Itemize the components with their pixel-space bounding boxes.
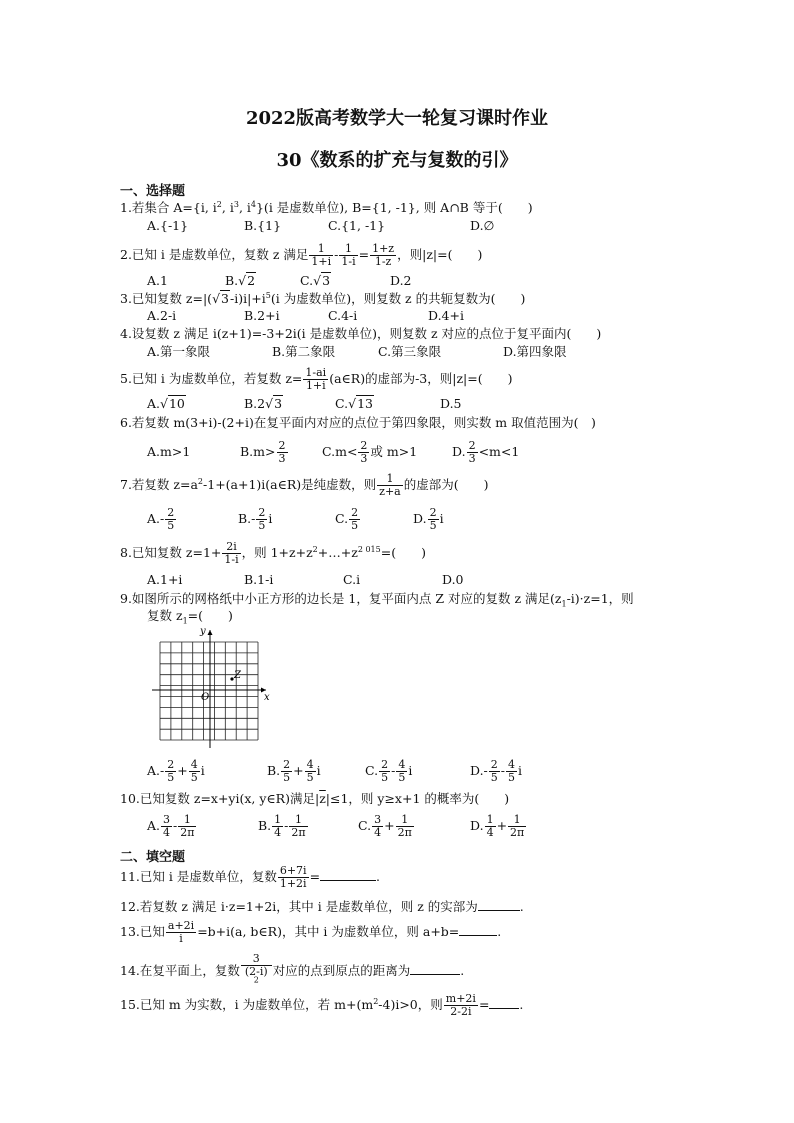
q5-option-b: B.2√3 bbox=[244, 396, 283, 411]
answer-blank-15[interactable] bbox=[489, 1008, 519, 1009]
question-1: 1.若集合 A={i, $i^2$, $i^3$, $i^4\}(i$ 是虚数单位), B={1, -1}, 则 A∩B 等于( ) bbox=[120, 199, 533, 215]
question-5: 5.已知 i 为虚数单位，若复数 z= $\frac{1-ai}{1+i}$ (a∈R)的虚部为-3，则|z|=( ) bbox=[120, 366, 513, 392]
q7-option-c: C. $\frac{2}{5}$ bbox=[335, 506, 359, 532]
answer-blank-12[interactable] bbox=[478, 910, 520, 911]
section-fill: 二、填空题 bbox=[120, 850, 186, 865]
q6-option-b: B.m> $\frac{2}{3}$ bbox=[240, 439, 286, 465]
question-9: 9.如图所示的网格纸中小正方形的边长是 1，复平面内点 Z 对应的复数 z 满足$(z_1-i)\cdot z=1$，则 bbox=[120, 591, 634, 609]
q7-option-d: D. $\frac{2}{5}$ i bbox=[413, 506, 444, 532]
q2-option-b: B.√2 bbox=[225, 273, 256, 288]
q4-option-b: B.第二象限 bbox=[272, 344, 336, 359]
doc-title-line1: 2022版高考数学大一轮复习课时作业 bbox=[245, 108, 549, 129]
question-9-cont: 复数 $z_1=$( ) bbox=[147, 608, 233, 626]
question-15: 15.已知 m 为实数，i 为虚数单位，若 $m+(m^2-4)i>0$，则 $\frac{m+2i}{2-2i}$ = . bbox=[120, 992, 524, 1018]
q8-option-b: B.1-i bbox=[244, 572, 274, 587]
q5-option-d: D.5 bbox=[440, 396, 462, 411]
q2-option-c: C.√3 bbox=[300, 273, 331, 288]
question-4: 4.设复数 z 满足 i(z+1)=-3+2i(i 是虚数单位)，则复数 z 对应的点位于复平面内( ) bbox=[120, 326, 602, 341]
question-10: 10.已知复数 z=x+yi(x, y∈R)满足$|\overline{z}|\le 1$，则 y≥x+1 的概率为( ) bbox=[120, 791, 510, 806]
q3-option-d: D.4+i bbox=[428, 308, 464, 323]
label-x: x bbox=[264, 692, 270, 703]
axes bbox=[152, 630, 266, 748]
question-8: 8.已知复数 z=1+ $\frac{2i}{1-i}$ ，则 $1+z+z^2+\dots+z^{2 015}=$( ) bbox=[120, 540, 426, 566]
label-point-z: Z bbox=[234, 670, 241, 681]
q1-option-a: A.{-1} bbox=[147, 218, 189, 233]
q2-option-a: A.1 bbox=[147, 273, 168, 288]
y-axis-arrow bbox=[208, 630, 213, 635]
q2-option-d: D.2 bbox=[390, 273, 412, 288]
q4-option-c: C.第三象限 bbox=[378, 344, 442, 359]
q4-option-d: D.第四象限 bbox=[503, 344, 567, 359]
question-12: 12.若复数 z 满足 i·z=1+2i，其中 i 是虚数单位，则 z 的实部为 . bbox=[120, 899, 524, 914]
q9-option-b: B. $\frac{2}{5}$ + $\frac{4}{5}$ i bbox=[267, 758, 321, 784]
q3-option-b: B.2+i bbox=[244, 308, 280, 323]
question-14: 14.在复平面上，复数 3 (2-i) $^2$ 对应的点到原点的距离为 . bbox=[120, 952, 465, 985]
question-6: 6.若复数 m(3+i)-(2+i)在复平面内对应的点位于第四象限，则实数 m 取值范围为( ) bbox=[120, 415, 596, 430]
q6-option-d: D. $\frac{2}{3}$ <m<1 bbox=[452, 439, 520, 465]
q8-option-c: C.i bbox=[343, 572, 361, 587]
q9-option-a: A.- $\frac{2}{5}$ + $\frac{4}{5}$ i bbox=[147, 758, 205, 784]
answer-blank-13[interactable] bbox=[459, 935, 497, 936]
q6-option-a: A.m>1 bbox=[147, 444, 191, 459]
doc-title-line2: 30《数系的扩充与复数的引》 bbox=[276, 150, 518, 171]
answer-blank-14[interactable] bbox=[410, 974, 460, 975]
q3-option-a: A.2-i bbox=[147, 308, 177, 323]
question-11: 11.已知 i 是虚数单位，复数 $\frac{6+7i}{1+2i}$ = . bbox=[120, 864, 381, 890]
q1-option-d: D.∅ bbox=[470, 218, 495, 233]
q8-option-a: A.1+i bbox=[147, 572, 183, 587]
complex-plane-grid bbox=[148, 622, 278, 750]
q4-option-a: A.第一象限 bbox=[147, 344, 211, 359]
q9-option-c: C. $\frac{2}{5}$ - $\frac{4}{5}$ i bbox=[365, 758, 413, 784]
q10-option-c: C. $\frac{3}{4}$ + $\frac{1}{2\pi}$ bbox=[358, 813, 412, 839]
q10-option-b: B. $\frac{1}{4}$ - $\frac{1}{2\pi}$ bbox=[258, 813, 306, 839]
question-2: 2.已知 i 是虚数单位，复数 z 满足 $\frac{1}{1+i}$ - $\frac{1}{1-i}$ = $\frac{1+z}{1-z}$ ，则|z|=( ) bbox=[120, 242, 483, 268]
question-7: 7.若复数 $z=a^2-1+(a+1)i(a\in R)$是纯虚数，则 $\frac{1}{z+a}$ 的虚部为( ) bbox=[120, 472, 489, 498]
q5-option-c: C.√13 bbox=[335, 396, 373, 411]
q1-option-b: B.{1} bbox=[244, 218, 282, 233]
q6-option-c: C.m< $\frac{2}{3}$ 或 m>1 bbox=[322, 439, 418, 465]
q9-option-d: D.- $\frac{2}{5}$ - $\frac{4}{5}$ i bbox=[470, 758, 523, 784]
label-origin: O bbox=[201, 692, 210, 703]
grid-lines bbox=[160, 642, 258, 740]
label-y: y bbox=[200, 626, 206, 637]
q3-option-c: C.4-i bbox=[328, 308, 358, 323]
q10-option-d: D. $\frac{1}{4}$ + $\frac{1}{2\pi}$ bbox=[470, 813, 525, 839]
question-13: 13.已知 $\frac{a+2i}{i}$ =b+i(a, b∈R)，其中 i 为虚数单位，则 a+b= . bbox=[120, 919, 502, 945]
section-choice: 一、选择题 bbox=[120, 184, 186, 199]
q8-option-d: D.0 bbox=[442, 572, 464, 587]
q7-option-b: B.- $\frac{2}{5}$ i bbox=[238, 506, 273, 532]
answer-blank-11[interactable] bbox=[320, 880, 376, 881]
q10-option-a: A. $\frac{3}{4}$ - $\frac{1}{2\pi}$ bbox=[147, 813, 195, 839]
q7-option-a: A.- $\frac{2}{5}$ bbox=[147, 506, 175, 532]
q5-option-a: A.√10 bbox=[147, 396, 185, 411]
question-3: 3.已知复数 $z=|(√3-i)i|+i^5(i$ 为虚数单位)，则复数 z 的共轭复数为( ) bbox=[120, 290, 526, 306]
q1-option-c: C.{1, -1} bbox=[328, 218, 386, 233]
